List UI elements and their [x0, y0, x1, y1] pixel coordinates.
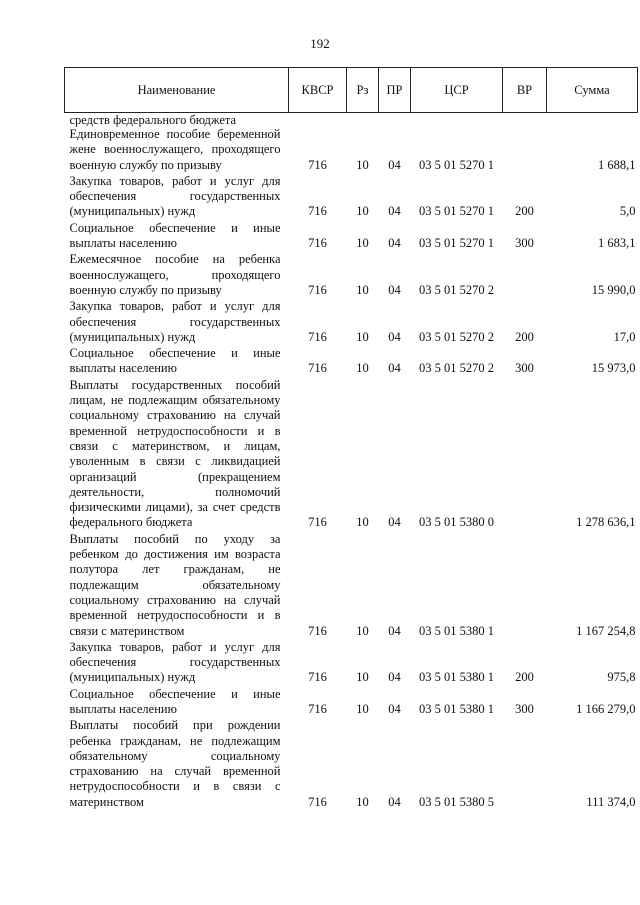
row-vr: 300 [515, 236, 534, 251]
row-csr: 03 5 01 5380 1 [419, 623, 494, 638]
row-sum: 15 973,0 [591, 361, 636, 376]
row-kvsr: 716 [308, 157, 327, 172]
row-rz: 10 [356, 670, 369, 685]
row-sum: 1 683,1 [598, 236, 636, 251]
row-name: Единовременное пособие беременной жене военнослужащего, проходящего военную службу по призыву [69, 127, 281, 172]
row-csr: 03 5 01 5380 0 [419, 515, 494, 530]
row-pr: 04 [388, 282, 401, 297]
row-kvsr: 716 [308, 794, 327, 809]
row-sum: 1 167 254,8 [576, 623, 636, 638]
row-csr: 03 5 01 5270 2 [419, 282, 494, 297]
row-csr: 03 5 01 5380 1 [419, 701, 494, 716]
row-pr: 04 [388, 361, 401, 376]
row-sum: 5,0 [619, 204, 636, 219]
continuation-text: средств федерального бюджета [69, 113, 237, 127]
row-rz: 10 [356, 361, 369, 376]
row-rz: 10 [356, 236, 369, 251]
row-csr: 03 5 01 5270 1 [419, 204, 494, 219]
row-pr: 04 [388, 794, 401, 809]
header-rz: Рз [347, 68, 379, 113]
row-sum: 975,8 [607, 670, 636, 685]
row-csr: 03 5 01 5270 1 [419, 157, 494, 172]
table-row [65, 640, 638, 687]
row-name: Социальное обеспечение и иные выплаты населению [69, 686, 281, 716]
row-vr: 300 [515, 361, 534, 376]
row-rz: 10 [356, 701, 369, 716]
row-name: Закупка товаров, работ и услуг для обеспечения государственных (муниципальных) нужд [69, 639, 281, 685]
row-pr: 04 [388, 515, 401, 530]
row-name: Закупка товаров, работ и услуг для обеспечения государственных (муниципальных) нужд [69, 173, 281, 219]
row-name: Выплаты государственных пособий лицам, не подлежащим обязательному социальному страхованию на случай временной нетрудоспособности и в связи с материнством, и лицам, уволенным в связи с ликвидацией организаций (прекращением деятельности, полномочий физическими лицами), за счет средств федерального бюджета [69, 377, 281, 530]
row-vr [503, 127, 547, 174]
table-row [65, 718, 638, 811]
row-vr: 200 [515, 204, 534, 219]
table-row [65, 221, 638, 253]
row-kvsr: 716 [308, 701, 327, 716]
row-kvsr: 716 [308, 282, 327, 297]
table-row [65, 252, 638, 299]
row-vr [503, 378, 547, 532]
header-kvsr: КВСР [289, 68, 347, 113]
table-row [65, 378, 638, 532]
row-rz: 10 [356, 623, 369, 638]
row-name: Выплаты пособий по уходу за ребенком до достижения им возраста полутора лет гражданам, не подлежащим обязательному социальному страхованию на случай временной нетрудоспособности и в связи с материнством [69, 531, 281, 638]
row-pr: 04 [388, 701, 401, 716]
table-row [65, 174, 638, 221]
row-name: Ежемесячное пособие на ребенка военнослужащего, проходящего военную службу по призыву [69, 252, 281, 297]
row-sum: 1 688,1 [598, 157, 636, 172]
row-sum: 15 990,0 [591, 282, 636, 297]
row-kvsr: 716 [308, 361, 327, 376]
row-vr: 200 [515, 329, 534, 344]
header-name: Наименование [65, 68, 289, 113]
row-vr [503, 532, 547, 640]
row-pr: 04 [388, 670, 401, 685]
row-csr: 03 5 01 5380 5 [419, 794, 494, 809]
row-rz: 10 [356, 329, 369, 344]
row-sum: 1 278 636,1 [576, 515, 636, 530]
row-sum: 111 374,0 [586, 794, 636, 809]
table-row [65, 127, 638, 174]
table-header-row [65, 68, 638, 113]
row-vr: 200 [515, 670, 534, 685]
row-rz: 10 [356, 157, 369, 172]
row-name: Социальное обеспечение и иные выплаты населению [69, 346, 281, 376]
row-rz: 10 [356, 282, 369, 297]
row-pr: 04 [388, 204, 401, 219]
row-pr: 04 [388, 329, 401, 344]
row-kvsr: 716 [308, 515, 327, 530]
row-kvsr: 716 [308, 204, 327, 219]
row-name: Выплаты пособий при рождении ребенка гражданам, не подлежащим обязательному социальному страхованию на случай временной нетрудоспособности и в связи с материнством [69, 718, 281, 809]
row-sum: 17,0 [613, 329, 636, 344]
row-csr: 03 5 01 5270 2 [419, 329, 494, 344]
row-kvsr: 716 [308, 623, 327, 638]
page-number: 192 [310, 36, 330, 51]
row-pr: 04 [388, 157, 401, 172]
header-csr: ЦСР [411, 68, 503, 113]
row-name: Закупка товаров, работ и услуг для обеспечения государственных (муниципальных) нужд [69, 299, 281, 344]
row-pr: 04 [388, 236, 401, 251]
row-csr: 03 5 01 5270 2 [419, 361, 494, 376]
row-vr: 300 [515, 701, 534, 716]
row-kvsr: 716 [308, 670, 327, 685]
header-sum: Сумма [547, 68, 638, 113]
row-csr: 03 5 01 5380 1 [419, 670, 494, 685]
table-row [65, 532, 638, 640]
row-name: Социальное обеспечение и иные выплаты населению [69, 220, 281, 251]
header-vr: ВР [503, 68, 547, 113]
table-row [65, 346, 638, 378]
row-sum: 1 166 279,0 [576, 701, 636, 716]
row-vr [503, 252, 547, 299]
row-rz: 10 [356, 204, 369, 219]
row-kvsr: 716 [308, 329, 327, 344]
table-row [65, 687, 638, 719]
row-rz: 10 [356, 515, 369, 530]
continuation-row [65, 113, 638, 128]
row-vr [503, 718, 547, 811]
row-rz: 10 [356, 794, 369, 809]
table-row [65, 299, 638, 346]
row-kvsr: 716 [308, 236, 327, 251]
header-pr: ПР [379, 68, 411, 113]
budget-table [64, 67, 638, 811]
row-pr: 04 [388, 623, 401, 638]
row-csr: 03 5 01 5270 1 [419, 236, 494, 251]
